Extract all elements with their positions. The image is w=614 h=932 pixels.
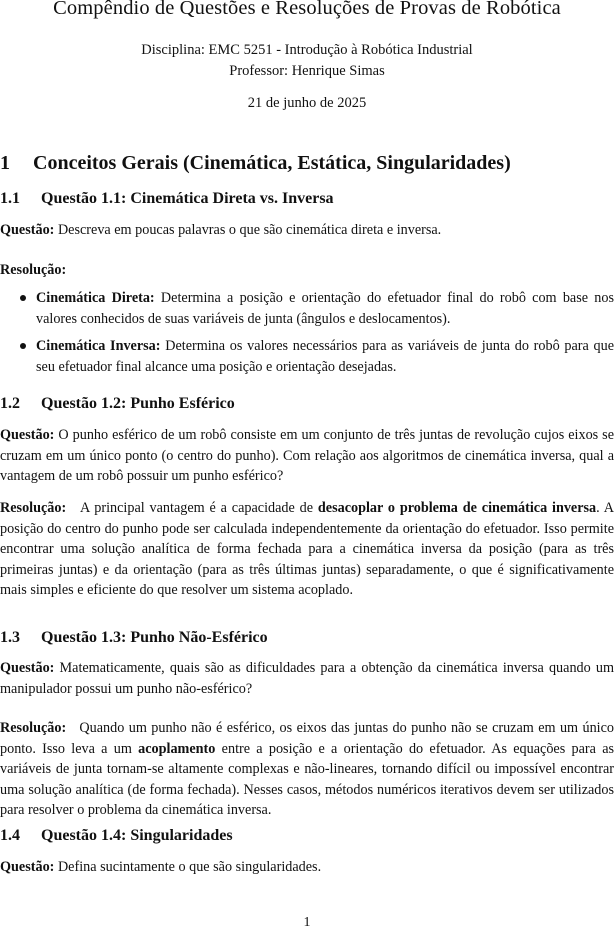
subsection-1-3-heading [0, 629, 268, 647]
page-number: 1 [303, 915, 311, 930]
resolution-1-2 [0, 498, 614, 601]
section-title: Conceitos Gerais (Cinemática, Estática, Singularidades) [33, 152, 511, 174]
section-number: 1 [0, 152, 10, 174]
subsection-title: Questão 1.3: Punho Não-Esférico [41, 629, 268, 646]
subsection-1-1-heading [0, 190, 334, 208]
resolution-emphasis: acoplamento [138, 740, 216, 757]
resolution-label: Resolução: [0, 500, 67, 516]
question-1-4 [0, 857, 614, 878]
professor-line: Professor: Henrique Simas [229, 63, 385, 79]
subsection-number: 1.2 [0, 395, 20, 412]
subsection-title: Questão 1.1: Cinemática Direta vs. Inversa [41, 190, 334, 207]
question-label: Questão: [0, 427, 55, 443]
subsection-1-2-heading [0, 395, 235, 413]
bullet-text: Determina os valores necessários para as variáveis de junta do robô para que seu efetuador final alcance uma posição e orientação desejadas. [36, 338, 614, 375]
date-line: 21 de junho de 2025 [247, 95, 367, 111]
resolution-1-1-label [0, 260, 614, 281]
question-text: Defina sucintamente o que são singularidades. [57, 859, 322, 875]
question-label: Questão: [0, 859, 55, 875]
resolution-text: entre a posição e a orientação do efetuador. As equações para as variáveis de junta tornam-se altamente complexas e não-lineares, tornando difícil ou impossível encontrar uma solução analítica (de forma fechada). Nesses casos, métodos numéricos iterativos devem ser utilizados para resolver o problema da cinemática inversa. [0, 740, 614, 819]
question-1-2 [0, 425, 614, 487]
subsection-title: Questão 1.4: Singularidades [41, 827, 233, 844]
bullet-label: Cinemática Direta: [36, 290, 155, 306]
question-text: O punho esférico de um robô consiste em um conjunto de três juntas de revolução cujos eixos se cruzam em um único ponto (o centro do punho). Com relação aos algoritmos de cinemática inversa, qual a vantagem de um robô possuir um punho esférico? [0, 427, 614, 485]
resolution-1-3 [0, 718, 614, 821]
document-title: Compêndio de Questões e Resoluções de Provas de Robótica [53, 0, 561, 19]
resolution-text: A principal vantagem é a capacidade de [79, 500, 314, 516]
subsection-number: 1.3 [0, 629, 20, 646]
subsection-1-4-heading [0, 827, 233, 845]
question-1-3 [0, 658, 614, 699]
section-1-heading [0, 152, 511, 175]
bullet-dot [20, 295, 26, 301]
bullet-direct-kinematics [36, 288, 614, 329]
question-1-1 [0, 220, 614, 241]
question-text: Descreva em poucas palavras o que são cinemática direta e inversa. [57, 222, 442, 238]
question-label: Questão: [0, 660, 55, 676]
bullet-text: Determina a posição e orientação do efetuador final do robô com base nos valores conhecidos de suas variáveis de junta (ângulos e deslocamentos). [36, 290, 614, 327]
subsection-number: 1.1 [0, 190, 20, 207]
resolution-text: . A posição do centro do punho pode ser calculada independentemente da orientação do efetuador. Isso permite encontrar uma solução analítica de forma fechada para a cinemática inversa da posição (para as três primeiras juntas) e da orientação (para as três últimas juntas) separadamente, o que é significativamente mais simples e eficiente do que resolver um sistema acoplado. [0, 500, 614, 599]
discipline-line: Disciplina: EMC 5251 - Introdução à Robótica Industrial [141, 42, 473, 58]
resolution-text: Quando um punho não é esférico, os eixos das juntas do punho não se cruzam em um único ponto. Isso leva a um [0, 720, 614, 757]
resolution-label: Resolução: [0, 262, 67, 278]
resolution-emphasis: desacoplar o problema de cinemática inversa [317, 500, 597, 516]
bullet-dot [20, 343, 26, 349]
resolution-label: Resolução: [0, 720, 67, 736]
bullet-inverse-kinematics [36, 336, 614, 377]
bullet-label: Cinemática Inversa: [36, 338, 161, 354]
subsection-number: 1.4 [0, 827, 20, 844]
question-text: Matematicamente, quais são as dificuldades para a obtenção da cinemática inversa quando um manipulador possui um punho não-esférico? [0, 660, 614, 697]
question-label: Questão: [0, 222, 55, 238]
subsection-title: Questão 1.2: Punho Esférico [41, 395, 235, 412]
